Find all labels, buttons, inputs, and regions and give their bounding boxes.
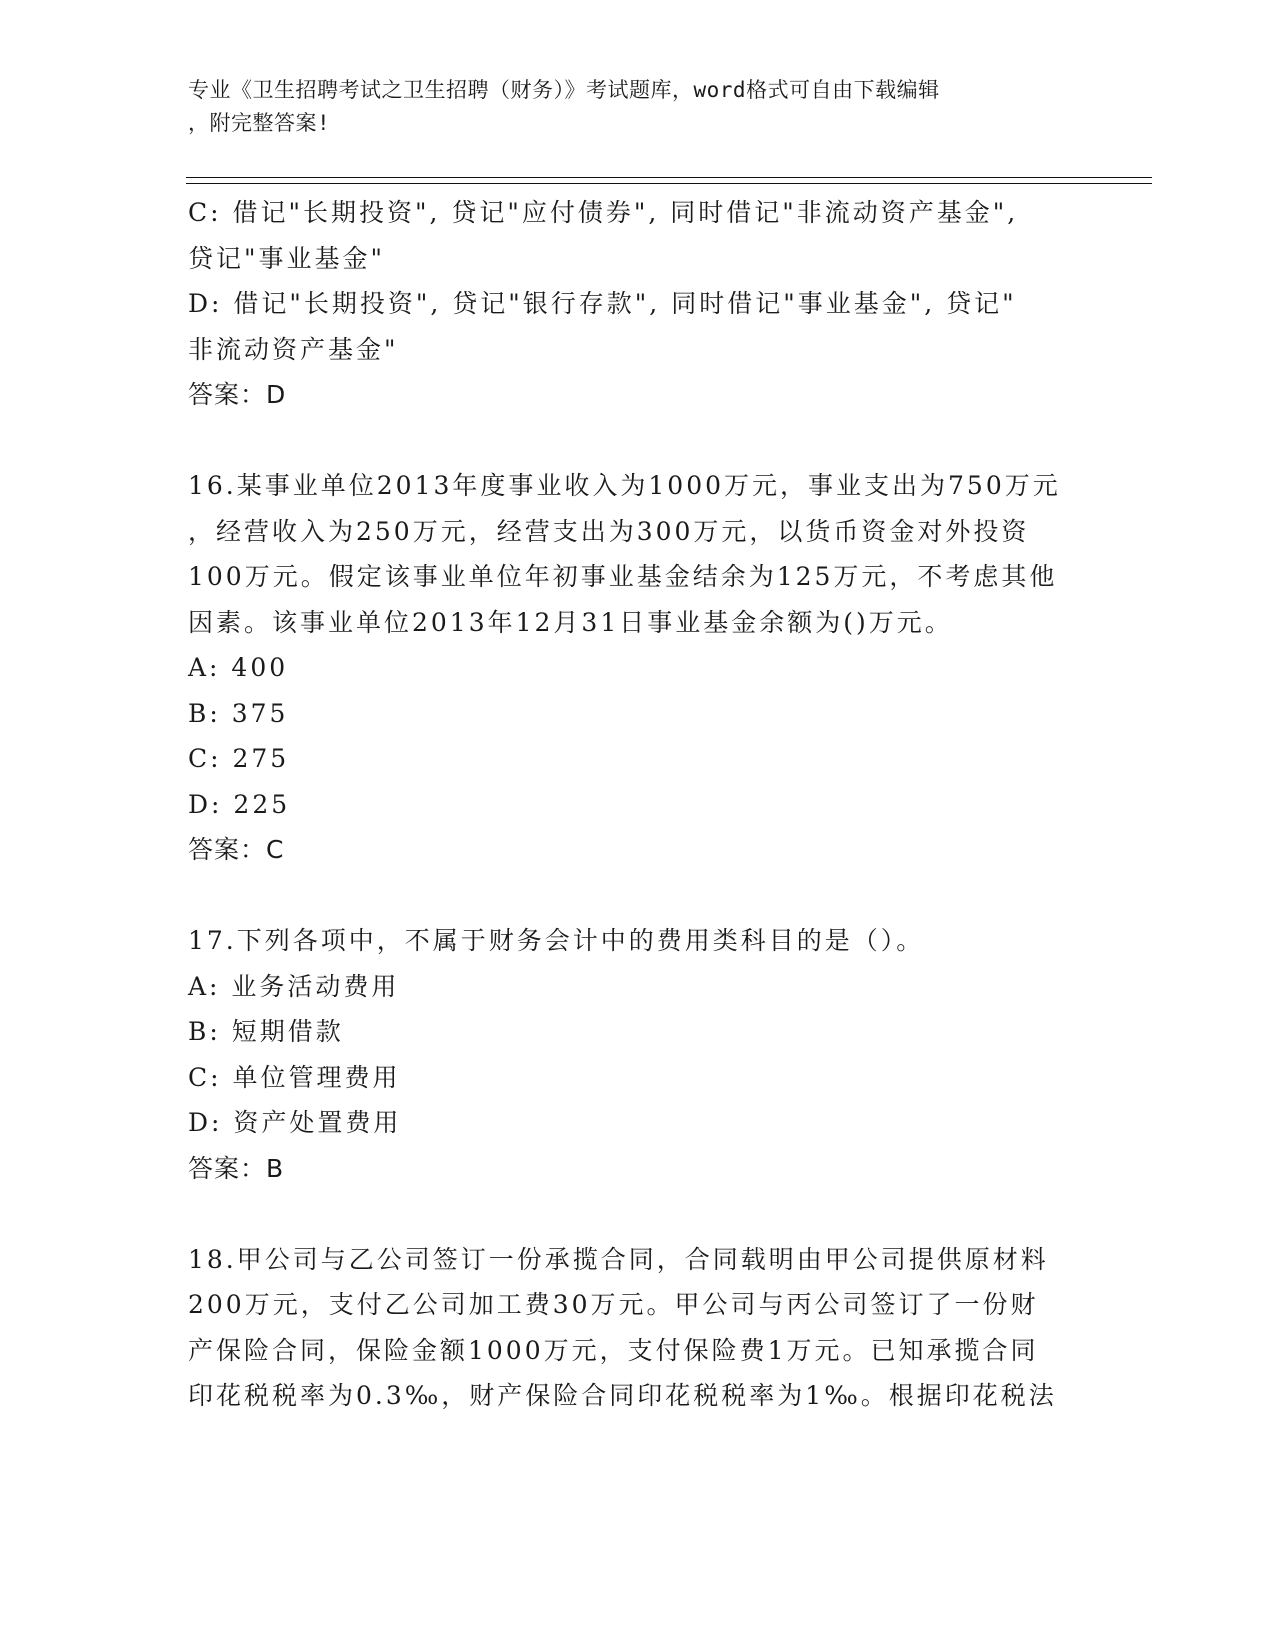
question-18-text-line-4: 印花税税率为0.3‰，财产保险合同印花税税率为1‰。根据印花税法 [188,1381,1057,1410]
spacer [188,873,1088,919]
answer-17: 答案：B [188,1153,285,1183]
header-line-2: ，附完整答案! [188,111,331,135]
question-15-fragment [188,190,1088,418]
question-17-option-d: D: 资产处置费用 [188,1108,402,1137]
question-16-option-d: D: 225 [188,789,291,819]
question-17-option-c: C: 单位管理费用 [188,1062,401,1092]
option-c-line-2: 贷记"事业基金" [188,243,385,273]
question-17-text-line-1: 17.下列各项中，不属于财务会计中的费用类科目的是（）。 [188,926,925,955]
option-d-line-2: 非流动资产基金" [188,334,399,364]
option-c-line-1: C: 借记"长期投资", 贷记"应付债券", 同时借记"非流动资产基金", [188,198,1019,227]
option-d-line-1: D: 借记"长期投资", 贷记"银行存款", 同时借记"事业基金", 贷记" [188,289,1017,318]
question-16-text-line-4: 因素。该事业单位2013年12月31日事业基金余额为()万元。 [188,607,953,637]
question-17 [188,918,1088,1191]
spacer [188,1191,1088,1237]
question-18-text-line-1: 18.甲公司与乙公司签订一份承揽合同，合同载明由甲公司提供原材料 [188,1244,1049,1274]
question-18 [188,1237,1088,1419]
answer-15: 答案：D [188,380,287,409]
question-17-option-a: A: 业务活动费用 [188,971,400,1001]
question-16-option-c: C: 275 [188,744,290,773]
document-body [188,190,1088,1419]
question-16-option-b: B: 375 [188,698,289,728]
question-16-text-line-3: 100万元。假定该事业单位年初事业基金结余为125万元，不考虑其他 [188,562,1058,591]
spacer [188,418,1088,464]
answer-16: 答案：C [188,835,285,864]
question-18-text-line-3: 产保险合同，保险金额1000万元，支付保险费1万元。已知承揽合同 [188,1335,1039,1365]
header-rule-top [186,177,1152,178]
header-line-1: 专业《卫生招聘考试之卫生招聘（财务）》考试题库，word格式可自由下载编辑 [188,78,940,102]
question-16-option-a: A: 400 [188,653,289,682]
question-18-text-line-2: 200万元，支付乙公司加工费30万元。甲公司与丙公司签订了一份财 [188,1290,1039,1319]
question-16 [188,463,1088,873]
question-17-option-b: B: 短期借款 [188,1017,344,1046]
question-16-text-line-1: 16.某事业单位2013年度事业收入为1000万元，事业支出为750万元 [188,471,1061,500]
question-16-text-line-2: ，经营收入为250万元，经营支出为300万元，以货币资金对外投资 [188,516,1030,546]
document-header [188,74,1068,140]
header-rule-bottom [186,183,1152,184]
